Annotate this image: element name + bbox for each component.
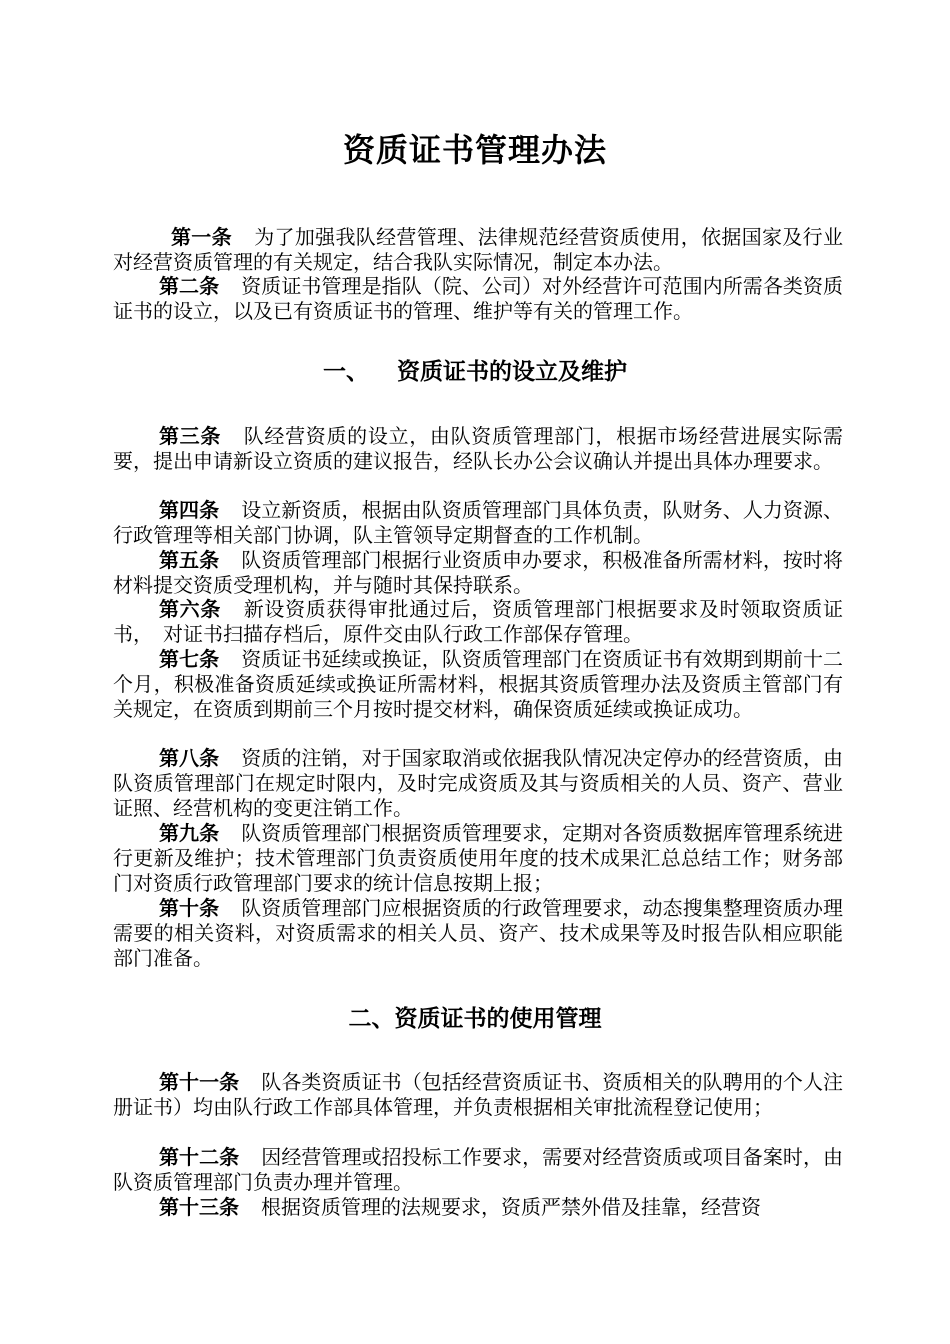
article-11	[113, 1070, 843, 1120]
article-5	[113, 548, 843, 598]
section-heading-2: 二、资质证书的使用管理	[348, 1006, 602, 1032]
document-title: 资质证书管理办法	[342, 131, 607, 169]
article-text: 队经营资质的设立，由队资质管理部门，根据市场经营进展实际需要，提出申请新设立资质的建议报告，经队长办公会议确认并提出具体办理要求。	[113, 424, 843, 473]
article-2	[113, 274, 843, 324]
article-3	[113, 424, 843, 474]
article-text: 队资质管理部门根据行业资质申办要求，积极准备所需材料，按时将材料提交资质受理机构，并与随时其保持联系。	[113, 548, 844, 597]
article-text: 队资质管理部门根据资质管理要求，定期对各资质数据库管理系统进行更新及维护；技术管理部门负责资质使用年度的技术成果汇总总结工作；财务部门对资质行政管理部门要求的统计信息按期上报；	[113, 821, 844, 895]
article-label: 第九条	[159, 821, 220, 845]
article-text: 队资质管理部门应根据资质的行政管理要求，动态搜集整理资质办理需要的相关资料，对资质需求的相关人员、资产、技术成果等及时报告队相应职能部门准备。	[113, 896, 844, 970]
article-label: 第四条	[159, 498, 220, 522]
article-label: 第五条	[159, 548, 220, 572]
article-9	[113, 821, 843, 896]
article-13	[113, 1195, 843, 1220]
section-heading-1	[0, 357, 950, 387]
article-4	[113, 498, 843, 548]
article-text: 资质的注销，对于国家取消或依据我队情况决定停办的经营资质，由队资质管理部门在规定时限内，及时完成资质及其与资质相关的人员、资产、营业证照、经营机构的变更注销工作。	[113, 746, 844, 820]
article-text: 新设资质获得审批通过后，资质管理部门根据要求及时领取资质证书， 对证书扫描存档后，原件交由队行政工作部保存管理。	[113, 597, 843, 646]
article-12	[113, 1145, 843, 1195]
section-title: 资质证书的设立及维护	[397, 359, 627, 385]
article-label: 第八条	[159, 746, 220, 770]
article-text: 资质证书延续或换证，队资质管理部门在资质证书有效期到期前十二个月，积极准备资质延续或换证所需材料，根据其资质管理办法及资质主管部门有关规定，在资质到期前三个月按时提交材料，确保资质延续或换证成功。	[113, 647, 844, 721]
article-text: 设立新资质，根据由队资质管理部门具体负责，队财务、人力资源、行政管理等相关部门协调，队主管领导定期督查的工作机制。	[113, 498, 844, 547]
article-label: 第六条	[159, 597, 222, 621]
article-text: 为了加强我队经营管理、法律规范经营资质使用，依据国家及行业对经营资质管理的有关规定，结合我队实际情况，制定本办法。	[113, 225, 843, 274]
article-label: 第三条	[159, 424, 222, 448]
article-label: 第十条	[159, 896, 220, 920]
article-text: 资质证书管理是指队（院、公司）对外经营许可范围内所需各类资质证书的设立，以及已有资质证书的管理、维护等有关的管理工作。	[113, 274, 844, 323]
article-6	[113, 597, 843, 647]
article-label: 第一条	[171, 225, 232, 249]
article-label: 第二条	[159, 274, 220, 298]
article-label: 第十二条	[159, 1145, 240, 1169]
section-number: 一、	[323, 359, 369, 385]
article-10	[113, 896, 843, 971]
article-label: 第十三条	[159, 1195, 239, 1219]
article-text: 因经营管理或招投标工作要求，需要对经营资质或项目备案时，由队资质管理部门负责办理并管理。	[113, 1145, 844, 1194]
article-text: 队各类资质证书（包括经营资质证书、资质相关的队聘用的个人注册证书）均由队行政工作部具体管理，并负责根据相关审批流程登记使用；	[113, 1070, 844, 1119]
article-label: 第七条	[159, 647, 220, 671]
article-1	[113, 225, 843, 275]
article-8	[113, 746, 843, 821]
article-label: 第十一条	[159, 1070, 240, 1094]
article-text: 根据资质管理的法规要求，资质严禁外借及挂靠，经营资	[261, 1195, 761, 1219]
article-7	[113, 647, 843, 722]
